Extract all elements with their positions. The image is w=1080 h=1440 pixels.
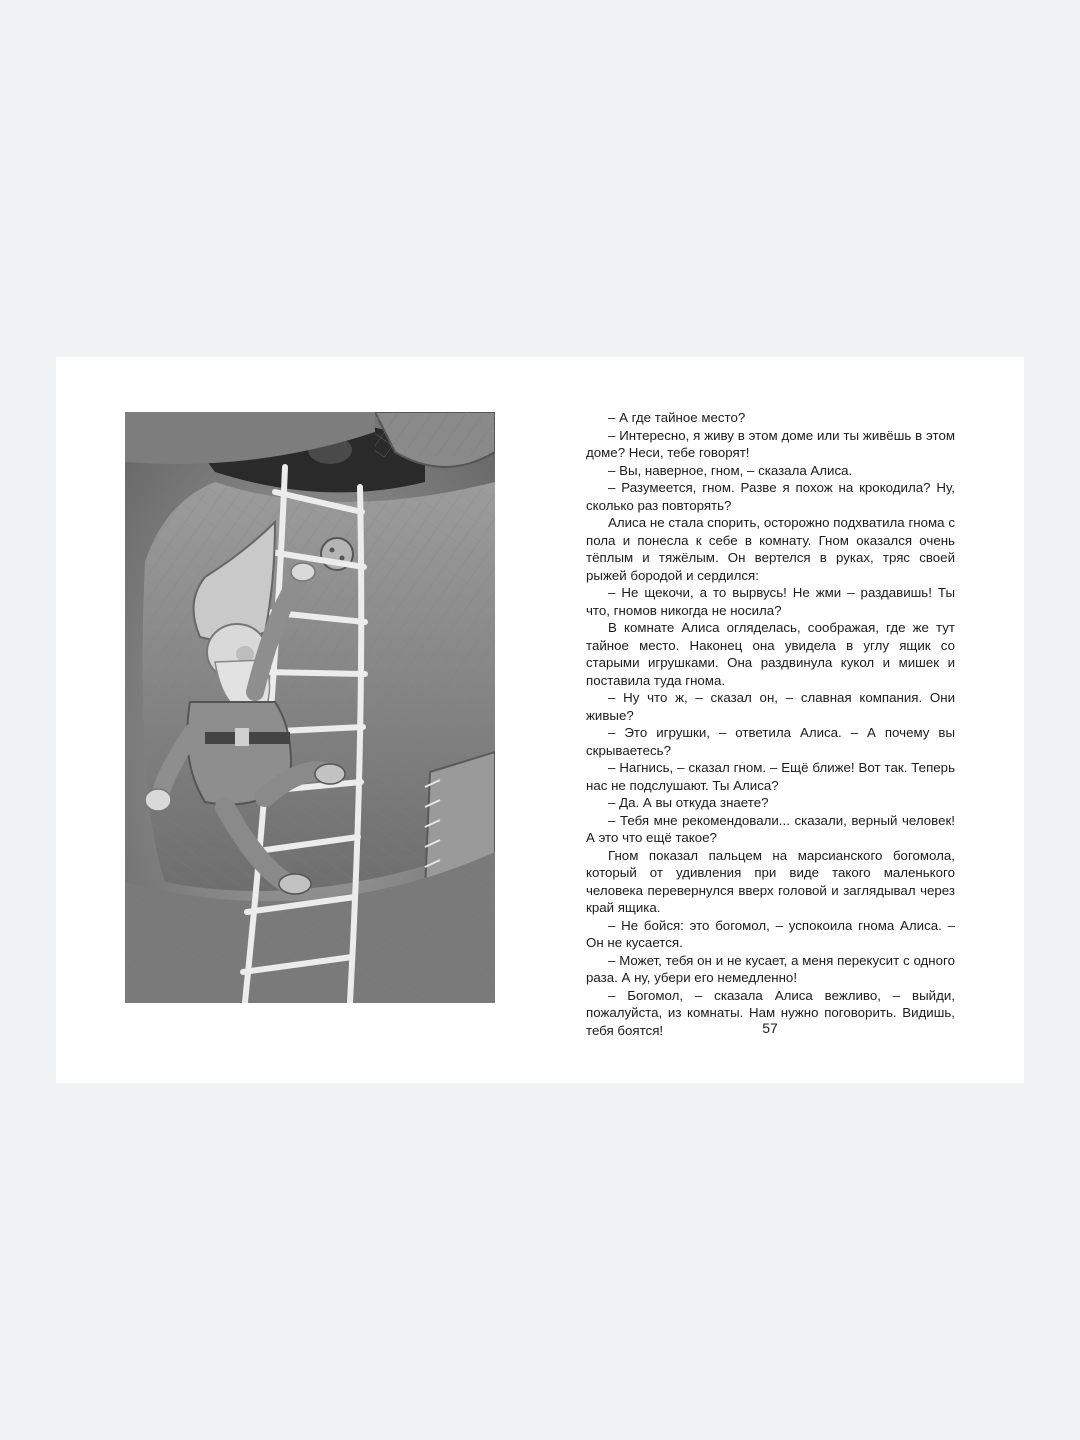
paragraph: – Тебя мне рекомендовали... сказали, верный человек! А это что ещё такое? (586, 812, 955, 845)
gnome-illustration (125, 412, 495, 1003)
paragraph: – Может, тебя он и не кусает, а меня перекусит с одного раза. А ну, убери его немедленно! (586, 952, 955, 985)
paragraph: – Не бойся: это богомол, – успокоила гнома Алиса. – Он не кусается. (586, 917, 955, 950)
paragraph: – Да. А вы откуда знаете? (608, 795, 769, 810)
paragraph: Алиса не стала спорить, осторожно подхватила гнома с пола и понесла к себе в комнату. Гном оказался очень тёплым и тяжёлым. Он вертелся в руках, тряс своей рыжей бородой и сердился: (586, 515, 955, 583)
paragraph: – Это игрушки, – ответила Алиса. – А почему вы скрываетесь? (586, 725, 955, 758)
paragraph: – Разумеется, гном. Разве я похож на крокодила? Ну, сколько раз повторять? (586, 480, 955, 513)
paragraph: – Вы, наверное, гном, – сказала Алиса. (608, 462, 853, 478)
paragraph: В комнате Алиса огляделась, соображая, где же тут тайное место. Наконец она увидела в углу ящик со старыми игрушками. Она раздвинула кукол и мишек и поставила туда гнома. (586, 620, 955, 688)
paragraph: Гном показал пальцем на марсианского богомола, который от удивления при виде такого маленького человека перевернулся вверх головой и заглядывал через край ящика. (586, 847, 955, 915)
paragraph: – Не щекочи, а то вырвусь! Не жми – раздавишь! Ты что, гномов никогда не носила? (586, 585, 955, 618)
paragraph: – Нагнись, – сказал гном. – Ещё ближе! Вот так. Теперь нас не подслушают. Ты Алиса? (586, 760, 955, 793)
story-text (586, 409, 955, 1039)
paragraph: – Богомол, – сказала Алиса вежливо, – выйди, пожалуйста, из комнаты. Нам нужно поговорить. Видишь, тебя боятся! (586, 987, 955, 1038)
paragraph: – Ну что ж, – сказал он, – славная компания. Они живые? (586, 690, 955, 723)
paragraph: – А где тайное место? (608, 410, 746, 425)
paragraph: – Интересно, я живу в этом доме или ты живёшь в этом доме? Неси, тебе говорят! (586, 427, 955, 460)
page-number: 57 (762, 1020, 778, 1036)
book-spread (56, 357, 1024, 1083)
